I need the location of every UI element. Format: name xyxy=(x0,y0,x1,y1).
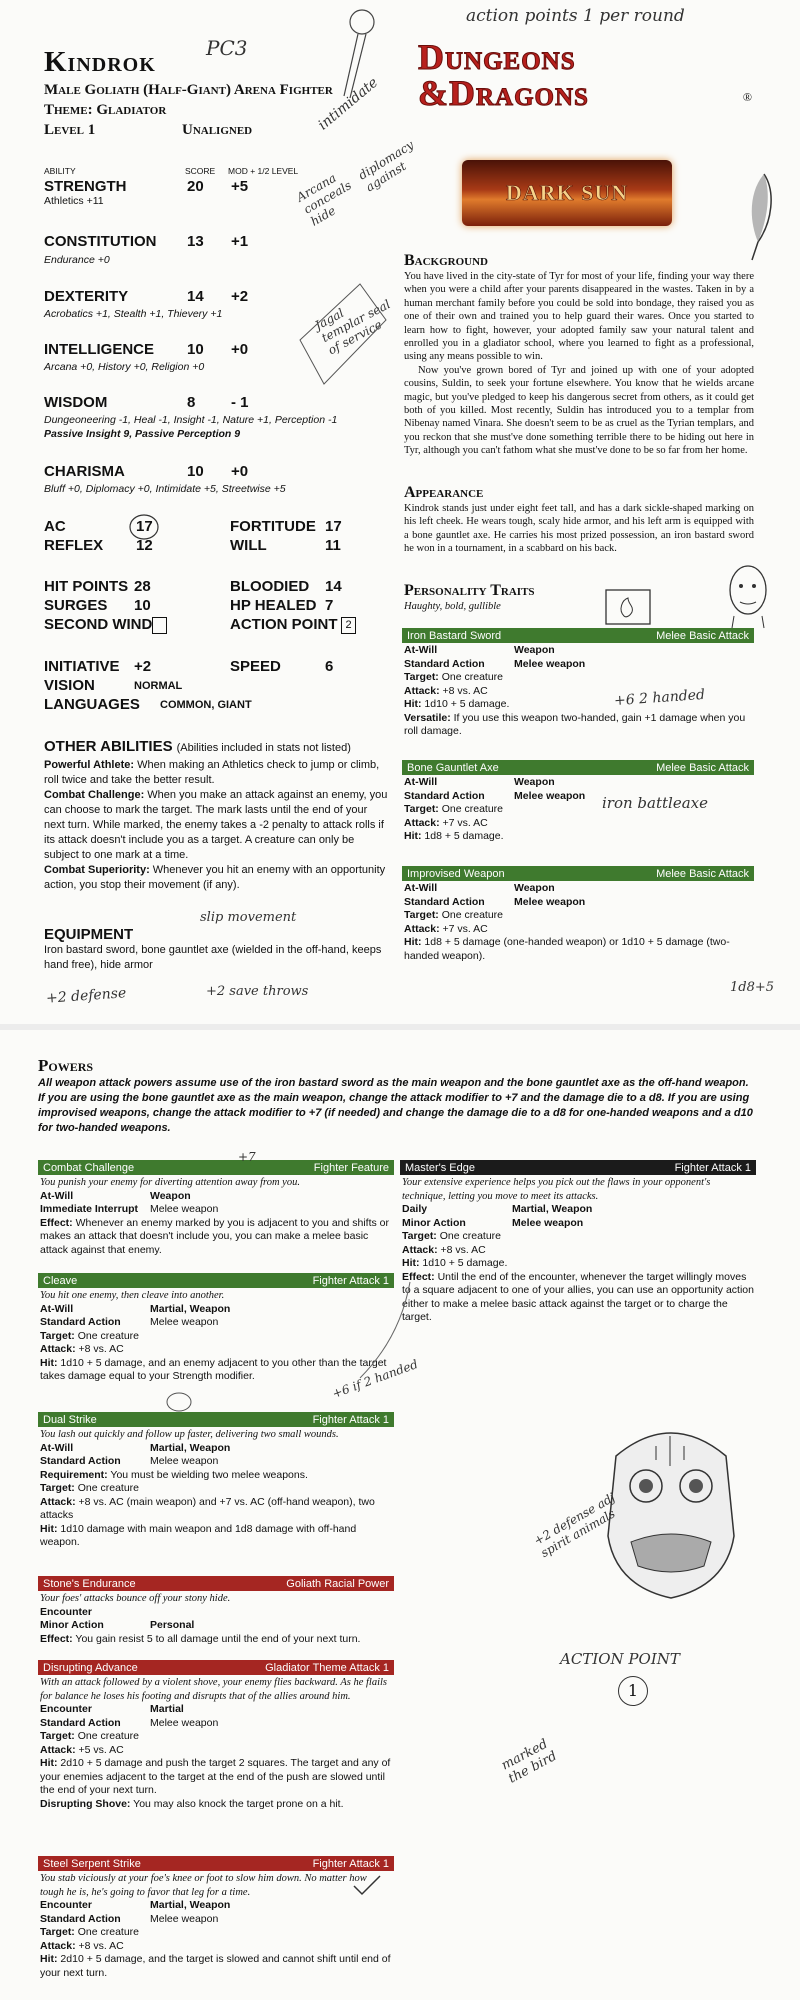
power-combat-challenge xyxy=(38,1160,394,1258)
action-type: Minor Action xyxy=(402,1216,466,1229)
power-type: Fighter Attack 1 xyxy=(674,1161,751,1174)
attack-label: Attack: xyxy=(404,922,440,935)
wisdom-score: 8 xyxy=(187,394,196,411)
range: Melee weapon xyxy=(514,657,586,670)
ability-skills: Endurance +0 xyxy=(44,254,110,266)
power-type: Fighter Feature xyxy=(313,1161,389,1174)
frequency: Encounter xyxy=(40,1605,92,1618)
speed-label: SPEED xyxy=(230,658,281,675)
languages-label: LANGUAGES xyxy=(44,696,140,713)
action-type: Standard Action xyxy=(404,895,485,908)
ability-skills: Acrobatics +1, Stealth +1, Thievery +1 xyxy=(44,308,223,320)
character-name: Kindrok xyxy=(44,46,156,78)
power-flavor: Your extensive experience helps you pick out the flaws in your opponent's technique, letting you move to meet its attacks. xyxy=(402,1177,711,1202)
power-steel-serpent-strike xyxy=(38,1856,394,1981)
note-jagal-templar: Jagal templar seal of service xyxy=(312,297,393,358)
keywords: Martial, Weapon xyxy=(150,1302,231,1315)
personality-title: Personality Traits xyxy=(404,582,535,599)
power-flavor: You lash out quickly and follow up faster, delivering two small wounds. xyxy=(40,1429,339,1440)
ability-skills: Arcana +0, History +0, Religion +0 xyxy=(44,361,205,373)
power-flavor: You hit one enemy, then cleave into another. xyxy=(40,1290,225,1301)
ability-skills: Dungeoneering -1, Heal -1, Insight -1, Nature +1, Perception -1 xyxy=(44,414,338,426)
hit-label: Hit: xyxy=(404,830,422,842)
constitution-mod: +1 xyxy=(231,233,249,250)
attack-header xyxy=(402,866,754,881)
charisma-score: 10 xyxy=(187,463,204,480)
pencil-note-box xyxy=(290,280,390,400)
frequency: At-Will xyxy=(40,1441,74,1454)
action-point-circle: 1 xyxy=(618,1676,648,1706)
character-sheet-page-2 xyxy=(0,1030,800,2000)
note-diplomacy: diplomacy against xyxy=(355,137,417,195)
background-title: Background xyxy=(404,252,489,269)
frequency: At-Will xyxy=(404,882,438,894)
intelligence-mod: +0 xyxy=(231,341,249,358)
keywords: Weapon xyxy=(514,776,555,788)
hit-points-value: 28 xyxy=(134,578,151,595)
attack-value: +8 vs. AC xyxy=(442,684,488,697)
hit-label: Hit: xyxy=(40,1522,58,1535)
hp-healed-value: 7 xyxy=(325,597,334,614)
powers-intro: All weapon attack powers assume use of the iron bastard sword as the main weapon and the bone gauntlet axe as the off-hand weapon. If you are using the bone gauntlet axe as the main weapon, change the attack modifier to +7 and the damage die to a d8. If you are using improvised weapons, change the attack modifier to +7 (if needed) and change the damage die to a d8 for one-handed weapons and a d10 for two-handed weapons. xyxy=(38,1077,753,1134)
attack-label: Attack: xyxy=(40,1495,76,1508)
ac-value: 17 xyxy=(136,518,153,535)
fortitude-label: FORTITUDE xyxy=(230,518,316,535)
attack-label: Attack: xyxy=(40,1939,76,1952)
bloodied-value: 14 xyxy=(325,578,342,595)
languages-value: COMMON, GIANT xyxy=(160,699,252,711)
note-plus7: +7 xyxy=(238,1150,256,1164)
attack-header xyxy=(402,760,754,775)
initiative-value: +2 xyxy=(134,658,152,675)
attack-label: Attack: xyxy=(404,684,440,697)
keywords: Weapon xyxy=(514,644,555,656)
sketch-box-icon xyxy=(604,588,654,628)
target-label: Target: xyxy=(40,1329,75,1342)
range: Melee weapon xyxy=(512,1216,584,1229)
power-type: Fighter Attack 1 xyxy=(312,1274,389,1287)
hit-label: Hit: xyxy=(40,1953,58,1965)
personality-section xyxy=(404,582,604,613)
strength-mod: +5 xyxy=(231,178,249,195)
target-label: Target: xyxy=(402,1230,437,1242)
note-action-point-big: ACTION POINT xyxy=(560,1650,680,1668)
ac-label: AC xyxy=(44,518,66,535)
target-value: One creature xyxy=(77,1329,140,1342)
power-header xyxy=(38,1660,394,1675)
power-stones-endurance xyxy=(38,1576,394,1647)
ability-item-text: When you make an attack against an enemy, you can choose to mark the target. The mark lasts until the end of your next turn. While marked, the enemy takes a -2 penalty to attack rolls if its attack doesn't include you as a target. A creature can only be subject to one mark at a time. xyxy=(44,789,388,861)
hit-label: Hit: xyxy=(402,1257,420,1269)
effect-value: Until the end of the encounter, whenever the target willingly moves to a square adjacent to one of your allies, you can use an opportunity action either to make a melee basic attack against the target or to charge the target. xyxy=(402,1270,754,1323)
keywords: Weapon xyxy=(150,1189,191,1202)
attack-type: Melee Basic Attack xyxy=(656,867,749,880)
vision-label: VISION xyxy=(44,677,95,694)
target-label: Target: xyxy=(404,909,439,921)
power-type: Fighter Attack 1 xyxy=(312,1857,389,1870)
power-masters-edge xyxy=(400,1160,756,1326)
target-label: Target: xyxy=(404,803,439,815)
ability-name: CONSTITUTION xyxy=(44,233,157,250)
attack-name: Bone Gauntlet Axe xyxy=(407,761,499,774)
attack-type: Melee Basic Attack xyxy=(656,629,749,642)
keywords: Martial, Weapon xyxy=(150,1899,231,1911)
hit-value: 1d10 + 5 damage. xyxy=(422,1257,508,1269)
shove-label: Disrupting Shove: xyxy=(40,1797,131,1810)
basic-attack-improvised-weapon xyxy=(402,866,754,964)
range: Personal xyxy=(150,1619,195,1631)
power-name: Dual Strike xyxy=(43,1413,97,1426)
power-type: Fighter Attack 1 xyxy=(312,1413,389,1426)
action-point-label: ACTION POINT xyxy=(230,616,338,633)
frequency: At-Will xyxy=(40,1189,74,1202)
frequency: Encounter xyxy=(40,1703,92,1715)
power-name: Combat Challenge xyxy=(43,1161,135,1174)
ability-item xyxy=(44,758,389,788)
hit-value: 1d10 damage with main weapon and 1d8 damage with off-hand weapon. xyxy=(40,1522,357,1548)
ability-item-text: When making an Athletics check to jump or climb, roll twice and take the better result. xyxy=(44,759,380,786)
range: Melee weapon xyxy=(514,789,586,802)
frequency: At-Will xyxy=(404,776,438,788)
ability-name: CHARISMA xyxy=(44,463,125,480)
target-value: One creature xyxy=(441,803,504,815)
pencil-arrow-mark xyxy=(340,1278,420,1388)
hit-label: Hit: xyxy=(40,1356,58,1369)
surges-value: 10 xyxy=(134,597,151,614)
range: Melee weapon xyxy=(150,1716,219,1729)
strength-score: 20 xyxy=(187,178,204,195)
hit-value: 2d10 + 5 damage, and the target is slowed and cannot shift until end of your next turn. xyxy=(40,1953,391,1979)
attack-type: Melee Basic Attack xyxy=(656,761,749,774)
registered-mark: ® xyxy=(742,90,752,104)
action-type: Immediate Interrupt xyxy=(40,1203,139,1215)
ability-charisma xyxy=(44,463,286,495)
dexterity-mod: +2 xyxy=(231,288,249,305)
effect-label: Effect: xyxy=(40,1632,73,1645)
feather-quill-icon xyxy=(742,172,776,262)
keywords: Weapon xyxy=(514,882,555,894)
background-paragraph-1: You have lived in the city-state of Tyr for most of your life, finding your way there when you were a child after your parents disappeared in the wastes. Taken in by a human merchant family before you could be sold into bondage, they raised you as one of their own and trained you to help guard their wares. Once you started to learn how to fight, however, your adopted family saw your natural talent and enrolled you in a gladiator school, where you learned to fight as a professional, using any means possible to win. xyxy=(404,271,754,363)
hit-points-label: HIT POINTS xyxy=(44,578,129,595)
target-label: Target: xyxy=(40,1730,75,1742)
target-value: One creature xyxy=(441,909,504,921)
effect-value: You gain resist 5 to all damage until the end of your next turn. xyxy=(75,1632,361,1645)
checkmark-icon xyxy=(352,1874,382,1896)
background-section xyxy=(404,252,754,458)
ability-item-name: Combat Challenge: xyxy=(44,789,145,801)
appearance-text: Kindrok stands just under eight feet tall, and has a dark sickle-shaped marking on his left cheek. He wears tough, scaly hide armor, and his left arm is equipped with a bone gauntlet axe. He carries his most prized possession, an iron bastard sword he won in a tournament, in a scabbard on his back. xyxy=(404,503,754,555)
basic-attack-iron-bastard-sword xyxy=(402,628,754,740)
ability-intelligence xyxy=(44,341,204,373)
attack-value: +8 vs. AC xyxy=(440,1243,486,1256)
circled-mark xyxy=(164,1390,194,1414)
power-flavor: With an attack followed by a violent shove, your enemy flies backward. As he flails for balance he loses his footing and disrupts that of the allies around him. xyxy=(40,1677,388,1702)
versatile-value: If you use this weapon two-handed, gain +1 damage when you roll damage. xyxy=(404,711,746,737)
other-abilities-note: (Abilities included in stats not listed) xyxy=(176,742,351,754)
ability-skills: Bluff +0, Diplomacy +0, Intimidate +5, Streetwise +5 xyxy=(44,483,286,495)
power-name: Master's Edge xyxy=(405,1161,475,1174)
ability-item-name: Combat Superiority: xyxy=(44,864,150,876)
appearance-title: Appearance xyxy=(404,484,484,501)
power-flavor: Your foes' attacks bounce off your stony hide. xyxy=(40,1593,231,1604)
hit-value: 1d10 + 5 damage, and an enemy adjacent to you other than the target takes damage equal to your Strength modifier. xyxy=(40,1356,387,1382)
target-value: One creature xyxy=(77,1926,140,1938)
equipment-section xyxy=(44,926,389,973)
hit-value: 1d8 + 5 damage (one-handed weapon) or 1d10 + 5 damage (two-handed weapon). xyxy=(404,936,730,962)
keywords: Martial, Weapon xyxy=(512,1203,593,1215)
attack-value: +8 vs. AC xyxy=(78,1343,124,1355)
alignment: Unaligned xyxy=(182,122,253,138)
hit-value: 1d8 + 5 damage. xyxy=(424,830,504,842)
theme: Theme: Gladiator xyxy=(44,102,167,118)
hit-label: Hit: xyxy=(404,936,422,948)
appearance-section xyxy=(404,484,754,556)
frequency: At-Will xyxy=(40,1302,74,1315)
will-value: 11 xyxy=(325,537,341,554)
power-header xyxy=(400,1160,756,1175)
other-abilities-title: OTHER ABILITIES xyxy=(44,738,173,755)
action-point-box[interactable]: 2 xyxy=(341,617,356,634)
ability-wisdom xyxy=(44,394,384,440)
fortitude-value: 17 xyxy=(325,518,342,535)
keywords: Martial xyxy=(150,1703,184,1715)
keywords: Martial, Weapon xyxy=(150,1441,231,1454)
score-col-header: SCORE xyxy=(185,166,216,176)
dnd-logo xyxy=(418,37,758,113)
second-wind-checkbox[interactable] xyxy=(152,617,167,634)
ability-name: DEXTERITY xyxy=(44,288,129,305)
attack-name: Iron Bastard Sword xyxy=(407,629,502,642)
note-plus6-two-handed: +6 if 2 handed xyxy=(330,1357,420,1401)
note-defense-adj: +2 defense adj spirit animals xyxy=(531,1490,618,1561)
dark-sun-banner xyxy=(462,160,672,226)
note-plus2-defense: +2 defense xyxy=(45,985,127,1007)
will-label: WILL xyxy=(230,537,267,554)
power-name: Cleave xyxy=(43,1274,78,1287)
power-type: Goliath Racial Power xyxy=(286,1577,389,1590)
hit-value: 2d10 + 5 damage and push the target 2 squares. The target and any of your enemies adjacent to the target at the end of the push are slowed until the end of your next turn. xyxy=(40,1757,391,1796)
power-name: Steel Serpent Strike xyxy=(43,1857,141,1870)
speed-value: 6 xyxy=(325,658,334,675)
ability-strength xyxy=(44,178,127,207)
note-two-handed: +6 2 handed xyxy=(613,686,706,710)
range: Melee weapon xyxy=(150,1912,219,1925)
frequency: At-Will xyxy=(404,644,438,656)
surges-label: SURGES xyxy=(44,597,108,614)
attack-label: Attack: xyxy=(40,1343,76,1355)
ability-name: INTELLIGENCE xyxy=(44,341,155,358)
requirement-value: You must be wielding two melee weapons. xyxy=(110,1468,308,1481)
attack-value: +8 vs. AC (main weapon) and +7 vs. AC (off-hand weapon), two attacks xyxy=(40,1495,375,1521)
power-flavor: You punish your enemy for diverting attention away from you. xyxy=(40,1177,300,1188)
attack-value: +8 vs. AC xyxy=(78,1939,124,1952)
note-save-throws: +2 save throws xyxy=(206,984,309,999)
intelligence-score: 10 xyxy=(187,341,204,358)
requirement-label: Requirement: xyxy=(40,1468,108,1481)
action-type: Minor Action xyxy=(40,1619,104,1631)
attack-value: +7 vs. AC xyxy=(442,922,488,935)
action-type: Standard Action xyxy=(40,1716,121,1729)
power-name: Stone's Endurance xyxy=(43,1577,136,1590)
dark-sun-text: DARK SUN xyxy=(505,180,629,205)
charisma-mod: +0 xyxy=(231,463,249,480)
logo-line-2: &Dragons xyxy=(418,73,589,113)
pc-number-note: PC3 xyxy=(206,36,248,60)
power-name: Disrupting Advance xyxy=(43,1661,138,1674)
frequency: Daily xyxy=(402,1203,428,1215)
note-slip-movement: slip movement xyxy=(200,910,297,925)
power-header xyxy=(38,1576,394,1591)
equipment-text: Iron bastard sword, bone gauntlet axe (wielded in the off-hand, keeps hand free), hide armor xyxy=(44,944,382,971)
ability-item xyxy=(44,788,389,863)
second-wind-label: SECOND WIND xyxy=(44,616,153,633)
range: Melee weapon xyxy=(514,895,586,908)
other-abilities-section xyxy=(44,738,389,893)
action-type: Standard Action xyxy=(40,1455,121,1467)
power-header xyxy=(38,1160,394,1175)
effect-label: Effect: xyxy=(40,1216,73,1229)
action-type: Standard Action xyxy=(40,1912,121,1925)
power-flavor: You stab viciously at your foe's knee or foot to slow him down. No matter how tough he is, he's going to favor that leg for a time. xyxy=(40,1873,367,1898)
target-value: One creature xyxy=(439,1230,502,1242)
target-value: One creature xyxy=(77,1482,140,1494)
range: Melee weapon xyxy=(150,1203,219,1215)
ability-col-header: ABILITY xyxy=(44,166,76,176)
attack-label: Attack: xyxy=(402,1243,438,1256)
target-value: One creature xyxy=(77,1730,140,1742)
ability-name: WISDOM xyxy=(44,394,108,411)
power-header xyxy=(38,1412,394,1427)
shove-value: You may also knock the target prone on a hit. xyxy=(133,1797,344,1810)
passive-senses: Passive Insight 9, Passive Perception 9 xyxy=(44,428,241,440)
dexterity-score: 14 xyxy=(187,288,204,305)
equipment-title: EQUIPMENT xyxy=(44,926,134,943)
ac-circle-mark xyxy=(128,512,160,542)
reflex-label: REFLEX xyxy=(44,537,104,554)
powers-title: Powers xyxy=(38,1056,94,1075)
range: Melee weapon xyxy=(150,1455,219,1467)
attack-name: Improvised Weapon xyxy=(407,867,505,880)
personality-text: Haughty, bold, gullible xyxy=(404,601,501,612)
race-class: Male Goliath (Half-Giant) Arena Fighter xyxy=(44,82,333,98)
power-type: Gladiator Theme Attack 1 xyxy=(265,1661,389,1674)
hit-label: Hit: xyxy=(404,698,422,710)
action-type: Standard Action xyxy=(404,789,485,802)
note-intimidate: intimidate xyxy=(315,74,382,134)
ability-item-text: Whenever you hit an enemy with an opportunity action, you stop their movement (if any). xyxy=(44,864,386,891)
attack-header xyxy=(402,628,754,643)
action-type: Standard Action xyxy=(40,1316,121,1328)
logo-line-1: Dungeons xyxy=(418,37,576,77)
target-value: One creature xyxy=(441,671,504,683)
goliath-head-sketch-icon xyxy=(724,560,774,630)
action-type: Standard Action xyxy=(404,657,485,670)
vision-value: NORMAL xyxy=(134,680,183,692)
attack-value: +5 vs. AC xyxy=(78,1743,124,1756)
hit-label: Hit: xyxy=(40,1757,58,1769)
power-header xyxy=(38,1856,394,1871)
effect-label: Effect: xyxy=(402,1270,435,1283)
initiative-label: INITIATIVE xyxy=(44,658,120,675)
constitution-score: 13 xyxy=(187,233,204,250)
power-disrupting-advance xyxy=(38,1660,394,1812)
level: Level 1 xyxy=(44,122,96,138)
ability-name: STRENGTH xyxy=(44,178,127,195)
range: Melee weapon xyxy=(150,1316,219,1328)
target-label: Target: xyxy=(40,1482,75,1494)
note-action-points: action points 1 per round xyxy=(466,6,685,26)
versatile-label: Versatile: xyxy=(404,711,451,724)
background-paragraph-2: Now you've grown bored of Tyr and joined up with one of your adopted cousins, Suldin, to seek your fortune elsewhere. You know that he wields arcane magic, but you've pledged to keep his dangerous secret from others, as it could get both of you killed. Most recently, Suldin has introduced you to a templar from Nibenay named Vinara. She doesn't seem to be as cruel as the Tyrian templars, and you reckon that she must've done something terrible there to be hiding out here in Tyr, although you can't fathom what she must've done to be so far from her home. xyxy=(404,364,754,457)
ability-constitution xyxy=(44,233,157,266)
hp-healed-label: HP HEALED xyxy=(230,597,317,614)
effect-value: Whenever an enemy marked by you is adjacent to you and shifts or makes an attack that doesn't include you, you can make a melee basic attack against that enemy. xyxy=(40,1216,390,1256)
target-label: Target: xyxy=(404,671,439,683)
attack-label: Attack: xyxy=(404,816,440,829)
target-label: Target: xyxy=(40,1926,75,1938)
mod-col-header: MOD + 1/2 LEVEL xyxy=(228,166,299,176)
attack-label: Attack: xyxy=(40,1743,76,1756)
bloodied-label: BLOODIED xyxy=(230,578,310,595)
note-arcana: Arcana conceals hide xyxy=(294,170,354,229)
power-dual-strike xyxy=(38,1412,394,1551)
frequency: Encounter xyxy=(40,1899,92,1911)
note-marked-bird: marked the bird xyxy=(499,1736,560,1787)
attack-value: +7 vs. AC xyxy=(442,816,488,829)
note-iron-battleaxe: iron battleaxe xyxy=(602,794,708,812)
ability-item xyxy=(44,863,389,893)
wisdom-mod: - 1 xyxy=(231,394,249,411)
reflex-value: 12 xyxy=(136,537,153,554)
ability-skills: Athletics +11 xyxy=(44,195,104,207)
ability-item-name: Powerful Athlete: xyxy=(44,759,135,771)
sword-sketch-icon xyxy=(330,6,390,102)
note-d8: 1d8+5 xyxy=(730,980,775,995)
hit-value: 1d10 + 5 damage. xyxy=(424,698,510,710)
